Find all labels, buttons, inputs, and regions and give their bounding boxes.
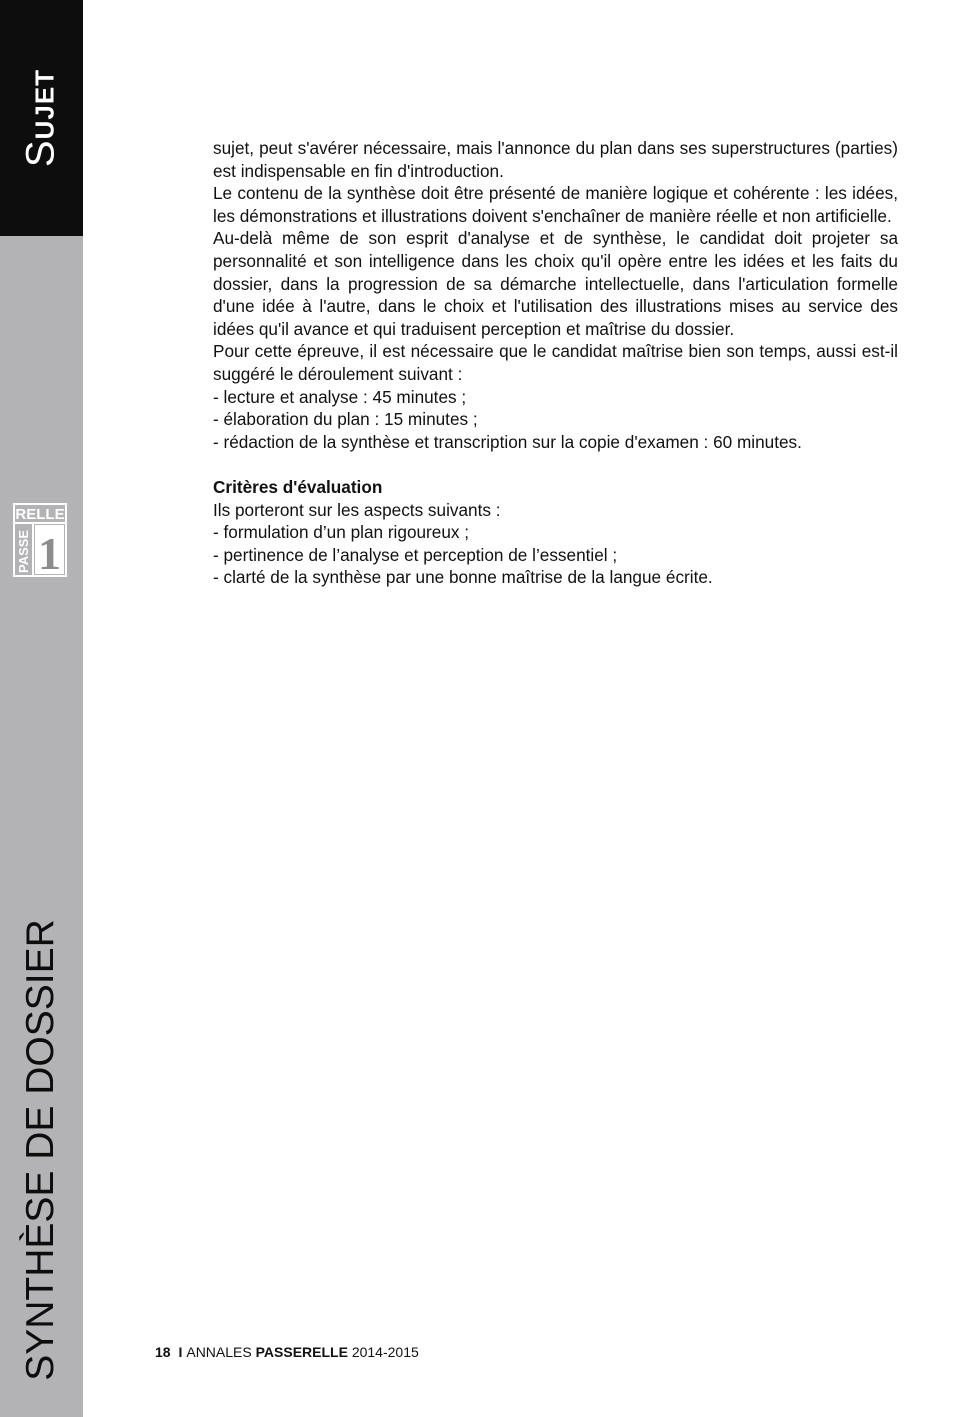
footer-annales: ANNALES <box>186 1344 252 1360</box>
logo-side-text: PASSE <box>16 529 31 573</box>
footer-years: 2014-2015 <box>351 1344 419 1360</box>
paragraph-content-logic: Le contenu de la synthèse doit être présenté de manière logique et cohérente : les idées, les démonstrations et illustrations doivent s'enchaîner de manière réelle et non artificielle. <box>213 183 898 226</box>
spacer <box>213 453 898 476</box>
paragraph-intro-plan: sujet, peut s'avérer nécessaire, mais l'annonce du plan dans ses superstructures (parties) est indispensable en fin d'introduction. <box>213 138 898 181</box>
footer-separator: I <box>178 1344 183 1360</box>
passerelle-logo <box>13 503 67 577</box>
section-label <box>19 69 64 167</box>
criteria-heading: Critères d'évaluation <box>213 476 383 497</box>
paragraph-timing-intro: Pour cette épreuve, il est nécessaire que le candidat maîtrise bien son temps, aussi est-il suggéré le déroulement suivant : <box>213 341 898 384</box>
list-item: - rédaction de la synthèse et transcription sur la copie d'examen : 60 minutes. <box>213 431 802 452</box>
logo-number: 1 <box>38 528 61 577</box>
list-item: - formulation d’un plan rigoureux ; <box>213 522 470 543</box>
footer-brand: PASSERELLE <box>255 1344 348 1360</box>
main-text <box>213 137 898 589</box>
criteria-intro: Ils porteront sur les aspects suivants : <box>213 499 501 520</box>
list-item: - clarté de la synthèse par une bonne maîtrise de la langue écrite. <box>213 567 713 588</box>
section-label-rest: UJET <box>29 68 60 140</box>
section-label-first-letter: S <box>18 139 63 168</box>
list-item: - pertinence de l’analyse et perception de l’essentiel ; <box>213 544 618 565</box>
logo-top-text: RELLE <box>15 506 65 523</box>
paragraph-personality: Au-delà même de son esprit d'analyse et de synthèse, le candidat doit projeter sa personnalité et son intelligence dans les choix qu'il opère entre les idées et les faits du dossier, dans la progression de sa démarche intellectuelle, dans l'articulation formelle d'une idée à l'autre, dans le choix et l'utilisation des illustrations mises au service des idées qu'il avance et qui traduisent perception et maîtrise du dossier. <box>213 228 898 339</box>
list-item: - élaboration du plan : 15 minutes ; <box>213 409 478 430</box>
page-footer <box>155 1344 419 1360</box>
vertical-section-title: SYNTHÈSE DE DOSSIER <box>19 919 62 1381</box>
list-item: - lecture et analyse : 45 minutes ; <box>213 386 467 407</box>
page-number: 18 <box>155 1344 171 1360</box>
